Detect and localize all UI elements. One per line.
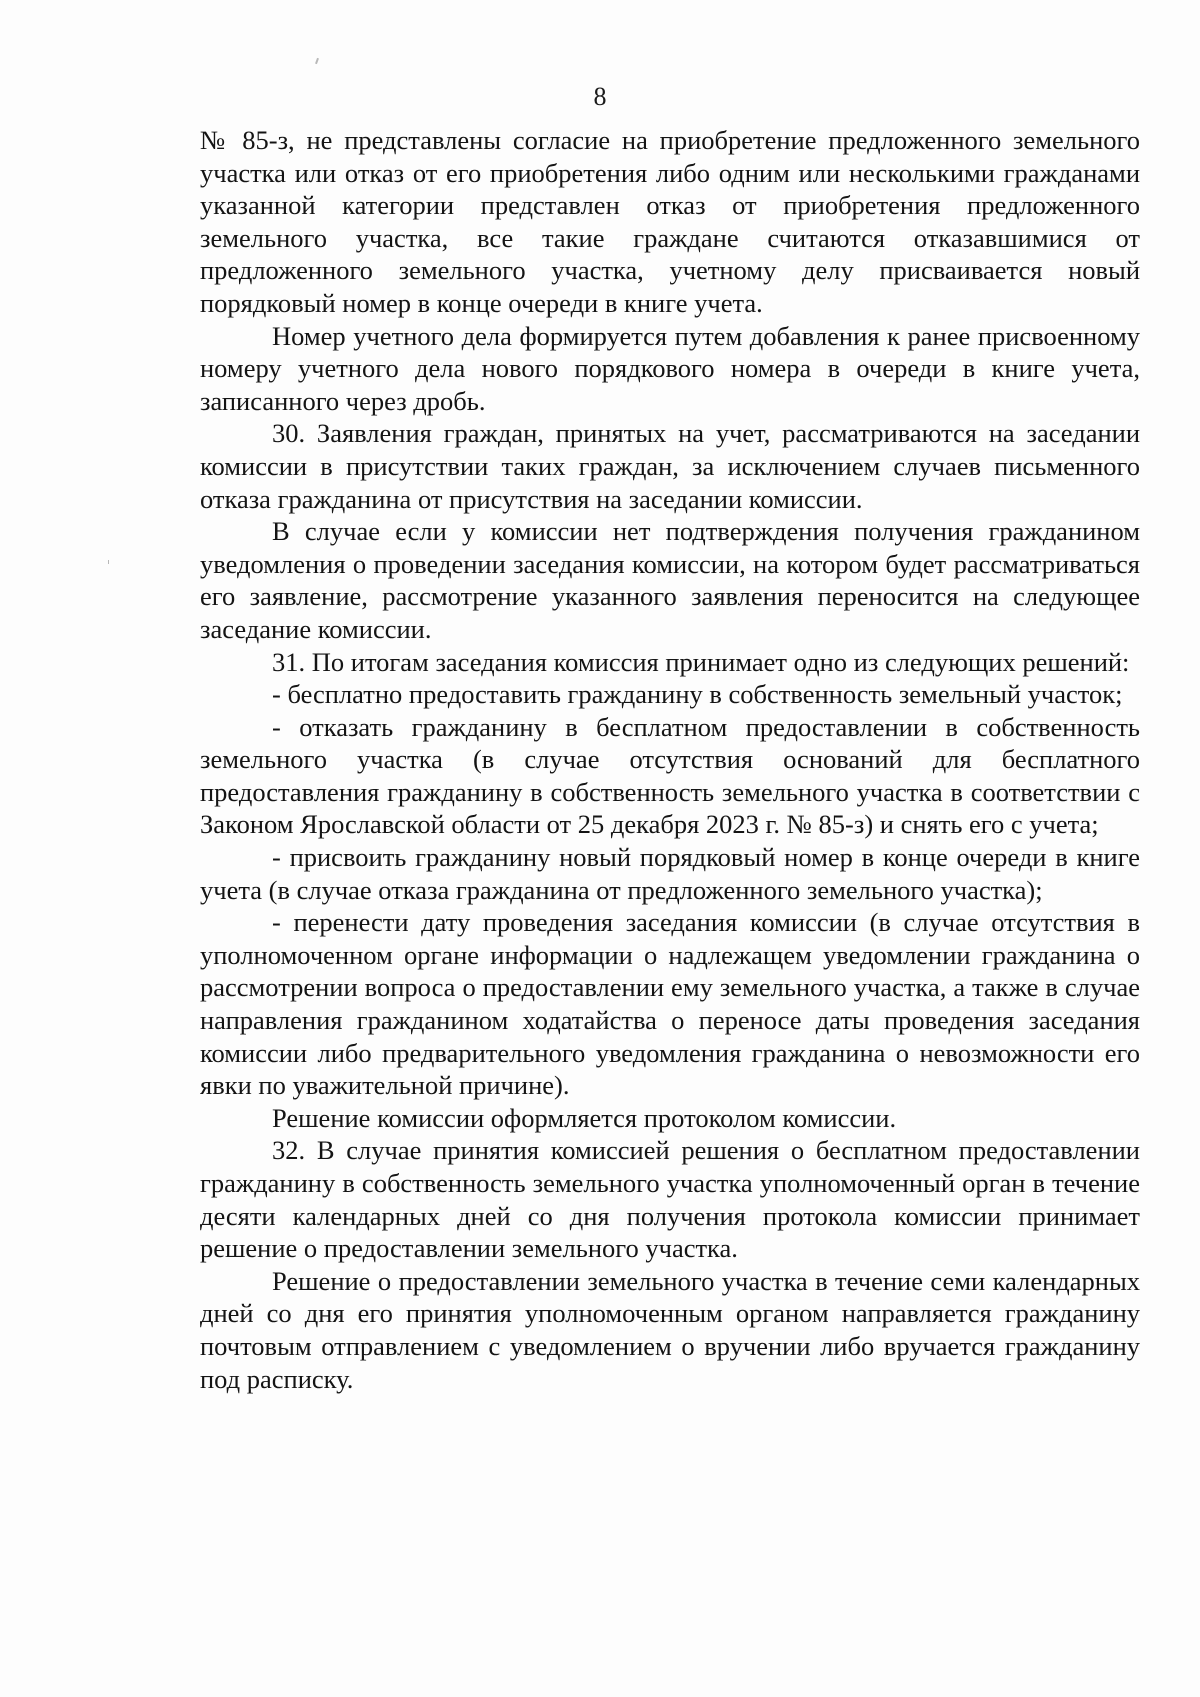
paragraph: В случае если у комиссии нет подтверждения получения гражданином уведомления о проведении заседания комиссии, на котором будет рассматриваться его заявление, рассмотрение указанного заявления переносится на следующее заседание комиссии.: [200, 516, 1140, 644]
scan-speck: [108, 560, 109, 564]
page-number: 8: [593, 82, 607, 111]
paragraph-item-30: 30. Заявления граждан, принятых на учет, рассматриваются на заседании комиссии в присутствии таких граждан, за исключением случаев письменного отказа гражданина от присутствия на заседании комиссии.: [200, 418, 1140, 514]
paragraph: Решение комиссии оформляется протоколом комиссии.: [272, 1102, 897, 1133]
list-item: - отказать гражданину в бесплатном предоставлении в собственность земельного участка (в случае отсутствия оснований для бесплатного предоставления гражданину в собственность земельного участка в соответствии с Законом Ярославской области от 25 декабря 2023 г. № 85-з) и снять его с учета;: [200, 711, 1140, 840]
paragraph-item-31: 31. По итогам заседания комиссия принимает одно из следующих решений:: [272, 646, 1130, 677]
paragraph: Решение о предоставлении земельного участка в течение семи календарных дней со дня его принятия уполномоченным органом направляется гражданину почтовым отправлением с уведомлением о вручении либо вручается гражданину под расписку.: [200, 1265, 1140, 1394]
scan-speck: [315, 58, 319, 64]
list-item: - бесплатно предоставить гражданину в собственность земельный участок;: [272, 679, 1123, 710]
paragraph: Номер учетного дела формируется путем добавления к ранее присвоенному номеру учетного дела нового порядкового номера в очереди в книге учета, записанного через дробь.: [200, 320, 1140, 416]
paragraph-item-32: 32. В случае принятия комиссией решения о бесплатном предоставлении гражданину в собственность земельного участка уполномоченный орган в течение десяти календарных дней со дня получения протокола комиссии принимает решение о предоставлении земельного участка.: [200, 1135, 1140, 1264]
list-item: - перенести дату проведения заседания комиссии (в случае отсутствия в уполномоченном органе информации о надлежащем уведомлении гражданина о рассмотрении вопроса о предоставлении ему земельного участка, а также в случае направления гражданином ходатайства о переносе даты проведения заседания комиссии либо предварительного уведомления гражданина о невозможности его явки по уважительной причине).: [200, 907, 1140, 1101]
paragraph: № 85-з, не представлены согласие на приобретение предложенного земельного участка или отказ от его приобретения либо одним или несколькими гражданами указанной категории представлен отказ от приобретения предложенного земельного участка, все такие граждане считаются отказавшимися от предложенного земельного участка, учетному делу присваивается новый порядковый номер в конце очереди в книге учета.: [200, 125, 1140, 318]
list-item: - присвоить гражданину новый порядковый номер в конце очереди в книге учета (в случае отказа гражданина от предложенного земельного участка);: [200, 842, 1140, 905]
document-body: [200, 124, 1140, 1395]
